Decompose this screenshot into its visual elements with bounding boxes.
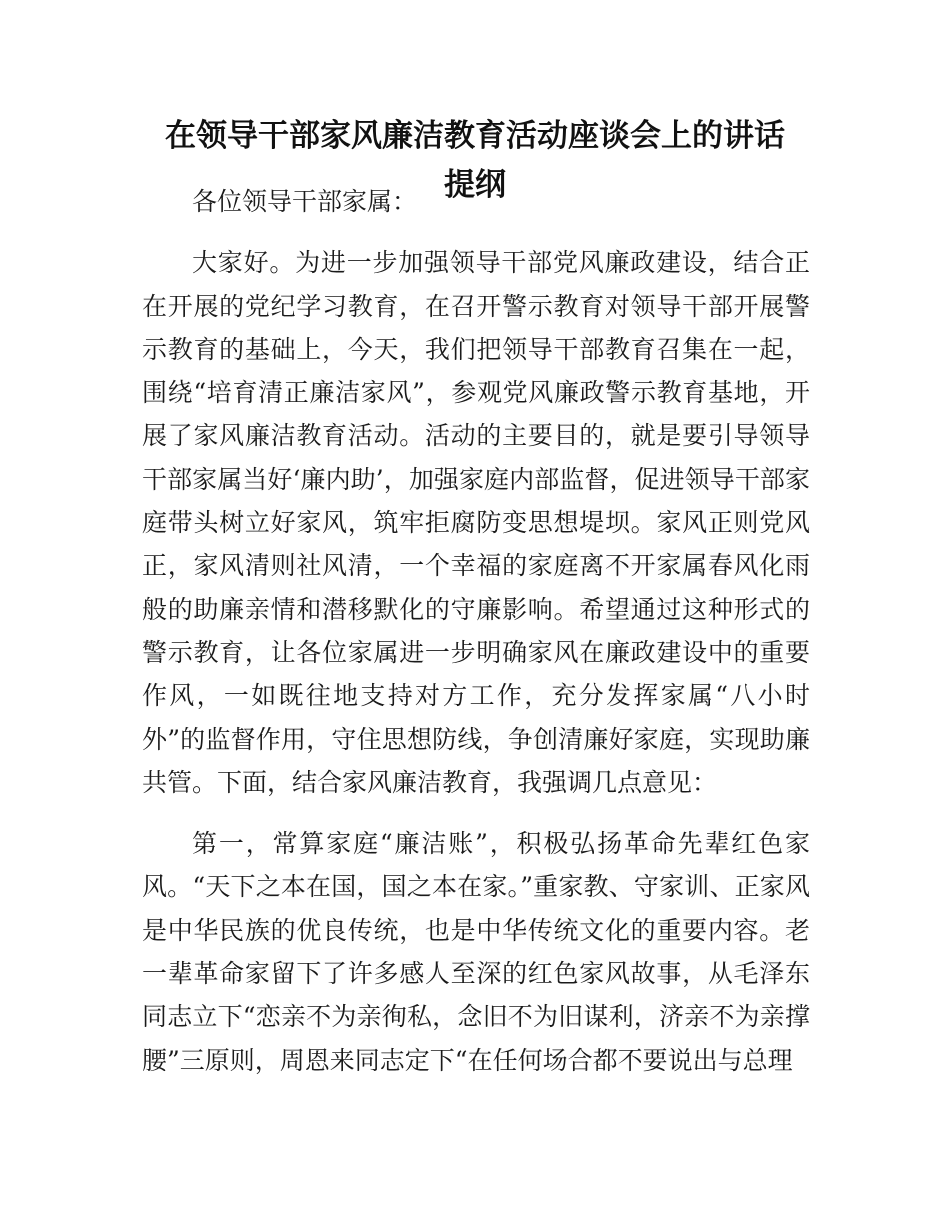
salutation: 各位领导干部家属：: [192, 187, 418, 216]
paragraph-opening: 大家好。为进一步加强领导干部党风廉政建设，结合正在开展的党纪学习教育，在召开警示教育对领导干部开展警示教育的基础上，今天，我们把领导干部教育召集在一起，围绕“培育清正廉洁家风”，参观党风廉政警示教育基地，开展了家风廉洁教育活动。活动的主要目的，就是要引导领导干部家属当好‘廉内助’，加强家庭内部监督，促进领导干部家庭带头树立好家风，筑牢拒腐防变思想堤坝。家风正则党风正，家风清则社风清，一个幸福的家庭离不开家属春风化雨般的助廉亲情和潜移默化的守廉影响。希望通过这种形式的警示教育，让各位家属进一步明确家风在廉政建设中的重要作风，一如既往地支持对方工作，充分发挥家属“八小时外”的监督作用，守住思想防线，争创清廉好家庭，实现助廉共管。下面，结合家风廉洁教育，我强调几点意见：: [142, 248, 810, 797]
paragraph-first-point: 第一，常算家庭“廉洁账”，积极弘扬革命先辈红色家风。“天下之本在国，国之本在家。”重家教、守家训、正家风是中华民族的优良传统，也是中华传统文化的重要内容。老一辈革命家留下了许多感人至深的红色家风故事，从毛泽东同志立下“恋亲不为亲徇私，念旧不为旧谋利，济亲不为亲撑腰”三原则，周恩来同志定下“在任何场合都不要说出与总理: [142, 829, 810, 1075]
document-body: [142, 180, 810, 1100]
title-line-2: 提纲: [444, 167, 506, 203]
title-line-1: 在领导干部家风廉洁教育活动座谈会上的讲话: [165, 118, 785, 154]
